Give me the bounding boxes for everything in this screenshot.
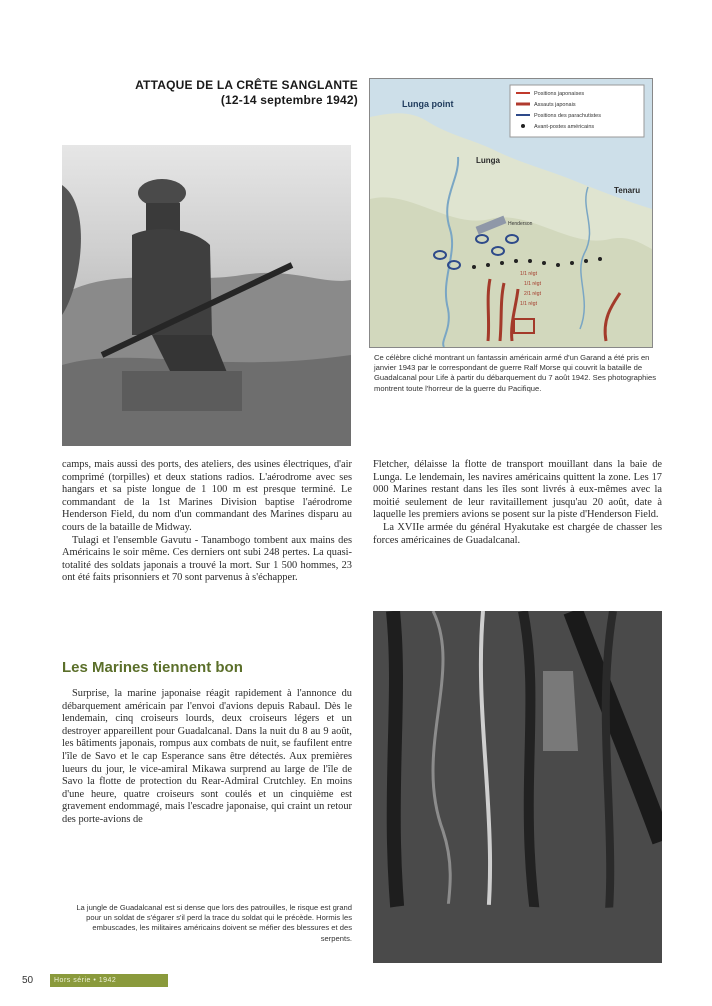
legend-dot-outposts xyxy=(521,124,525,128)
label-lunga-point: Lunga point xyxy=(402,99,454,109)
label-unit-1: 1/1 régt xyxy=(520,271,537,277)
paragraph: La XVIIe armée du général Hyakutake est chargée de chasser les forces américaines de Guadalcanal. xyxy=(373,521,662,546)
label-henderson: Henderson xyxy=(508,221,533,227)
photo-jungle-caption: La jungle de Guadalcanal est si dense que lors des patrouilles, le risque est grand pour un soldat de s'égarer s'il perd la trace du soldat qui le précède. Hormis les embuscades, les militaires américains doivent se méfier des blessures et des serpents. xyxy=(76,903,352,943)
label-tenaru: Tenaru xyxy=(614,186,641,195)
column1-bottom-text xyxy=(62,688,352,827)
legend-label-3: Positions des parachutistes xyxy=(534,113,601,119)
battle-map xyxy=(369,78,653,348)
label-unit-2: 1/1 régt xyxy=(524,281,541,287)
battle-map-svg xyxy=(370,79,652,347)
photo-jungle xyxy=(373,611,662,963)
legend-label-4: Avant-postes américains xyxy=(534,124,595,130)
section-heading: Les Marines tiennent bon xyxy=(62,659,243,676)
map-title xyxy=(118,78,358,108)
legend-label-2: Assauts japonais xyxy=(534,102,576,108)
label-lunga: Lunga xyxy=(476,156,500,165)
page-number: 50 xyxy=(22,975,34,986)
label-unit-3: 2/1 régt xyxy=(524,291,541,297)
map-title-line2: (12-14 septembre 1942) xyxy=(220,93,358,107)
photo-soldier-caption: Ce célèbre cliché montrant un fantassin américain armé d'un Garand a été pris en janvier 1943 par le correspondant de guerre Ralf Morse qui couvrit la bataille de Guadalcanal pour Life à partir du débarquement du 7 août 1942. Ses photographies montrent toute l'horreur de la guerre du Pacifique. xyxy=(374,353,657,393)
paragraph: Surprise, la marine japonaise réagit rapidement à l'annonce du débarquement américain par l'envoi d'avions depuis Rabaul. Dès le lendemain, cinq croiseurs lourds, deux croiseurs légers et un destroyer appareillent pour Guadalcanal. Dans la nuit du 8 au 9 août, les bâtiments japonais, rompus aux combats de nuit, se faufilent entre l'île de Savo et le cap Esperance sans être détectés. Aux premières lueurs du jour, le vice-amiral Mikawa surprend au large de l'île de Savo la flotte de protection du Rear-Admiral Crutchley. En moins d'une heure, quatre croiseurs sont coulés et un cinquième est gravement endommagé, mais l'escadre japonaise, qui craint un retour des porte-avions de xyxy=(62,688,352,825)
map-title-line1: ATTAQUE DE LA CRÊTE SANGLANTE xyxy=(135,78,358,92)
photo-soldier-svg xyxy=(62,145,351,446)
photo-jungle-svg xyxy=(373,611,662,963)
paragraph: Fletcher, délaisse la flotte de transport mouillant dans la baie de Lunga. Le lendemain, les navires américains quittent la zone. Les 17 000 Marines restant dans les îles sont livrés à eux-mêmes avec la moitié seulement de leur ravitaillement jusqu'au 20 août, date à laquelle les premiers avions se posent sur la piste d'Henderson Field. xyxy=(373,459,662,521)
column2-text xyxy=(373,459,662,547)
paragraph: Tulagi et l'ensemble Gavutu - Tanambogo tombent aux mains des Américains le soir même. Ces derniers ont subi 248 pertes. La quasi-totalité des soldats japonais a trouvé la mort. Sur 1 500 hommes, 23 ont été faits prisonniers et 70 sont parvenus à s'échapper. xyxy=(62,534,352,584)
paragraph: camps, mais aussi des ports, des ateliers, des usines électriques, d'air comprimé (torpilles) et deux stations radios. L'aérodrome avec ses hangars et sa piste longue de 1 100 m est presque terminé. Le commandant de la 1st Marines Division baptise l'aérodrome Henderson Field, du nom d'un commandant des Marines disparu au cours de la bataille de Midway. xyxy=(62,459,352,533)
label-unit-4: 1/1 régt xyxy=(520,301,537,307)
footer-band-text: Hors série • 1942 xyxy=(54,977,117,984)
legend-label-1: Positions japonaises xyxy=(534,91,585,97)
column1-top-text xyxy=(62,459,352,585)
photo-soldier-with-garand xyxy=(62,145,351,446)
